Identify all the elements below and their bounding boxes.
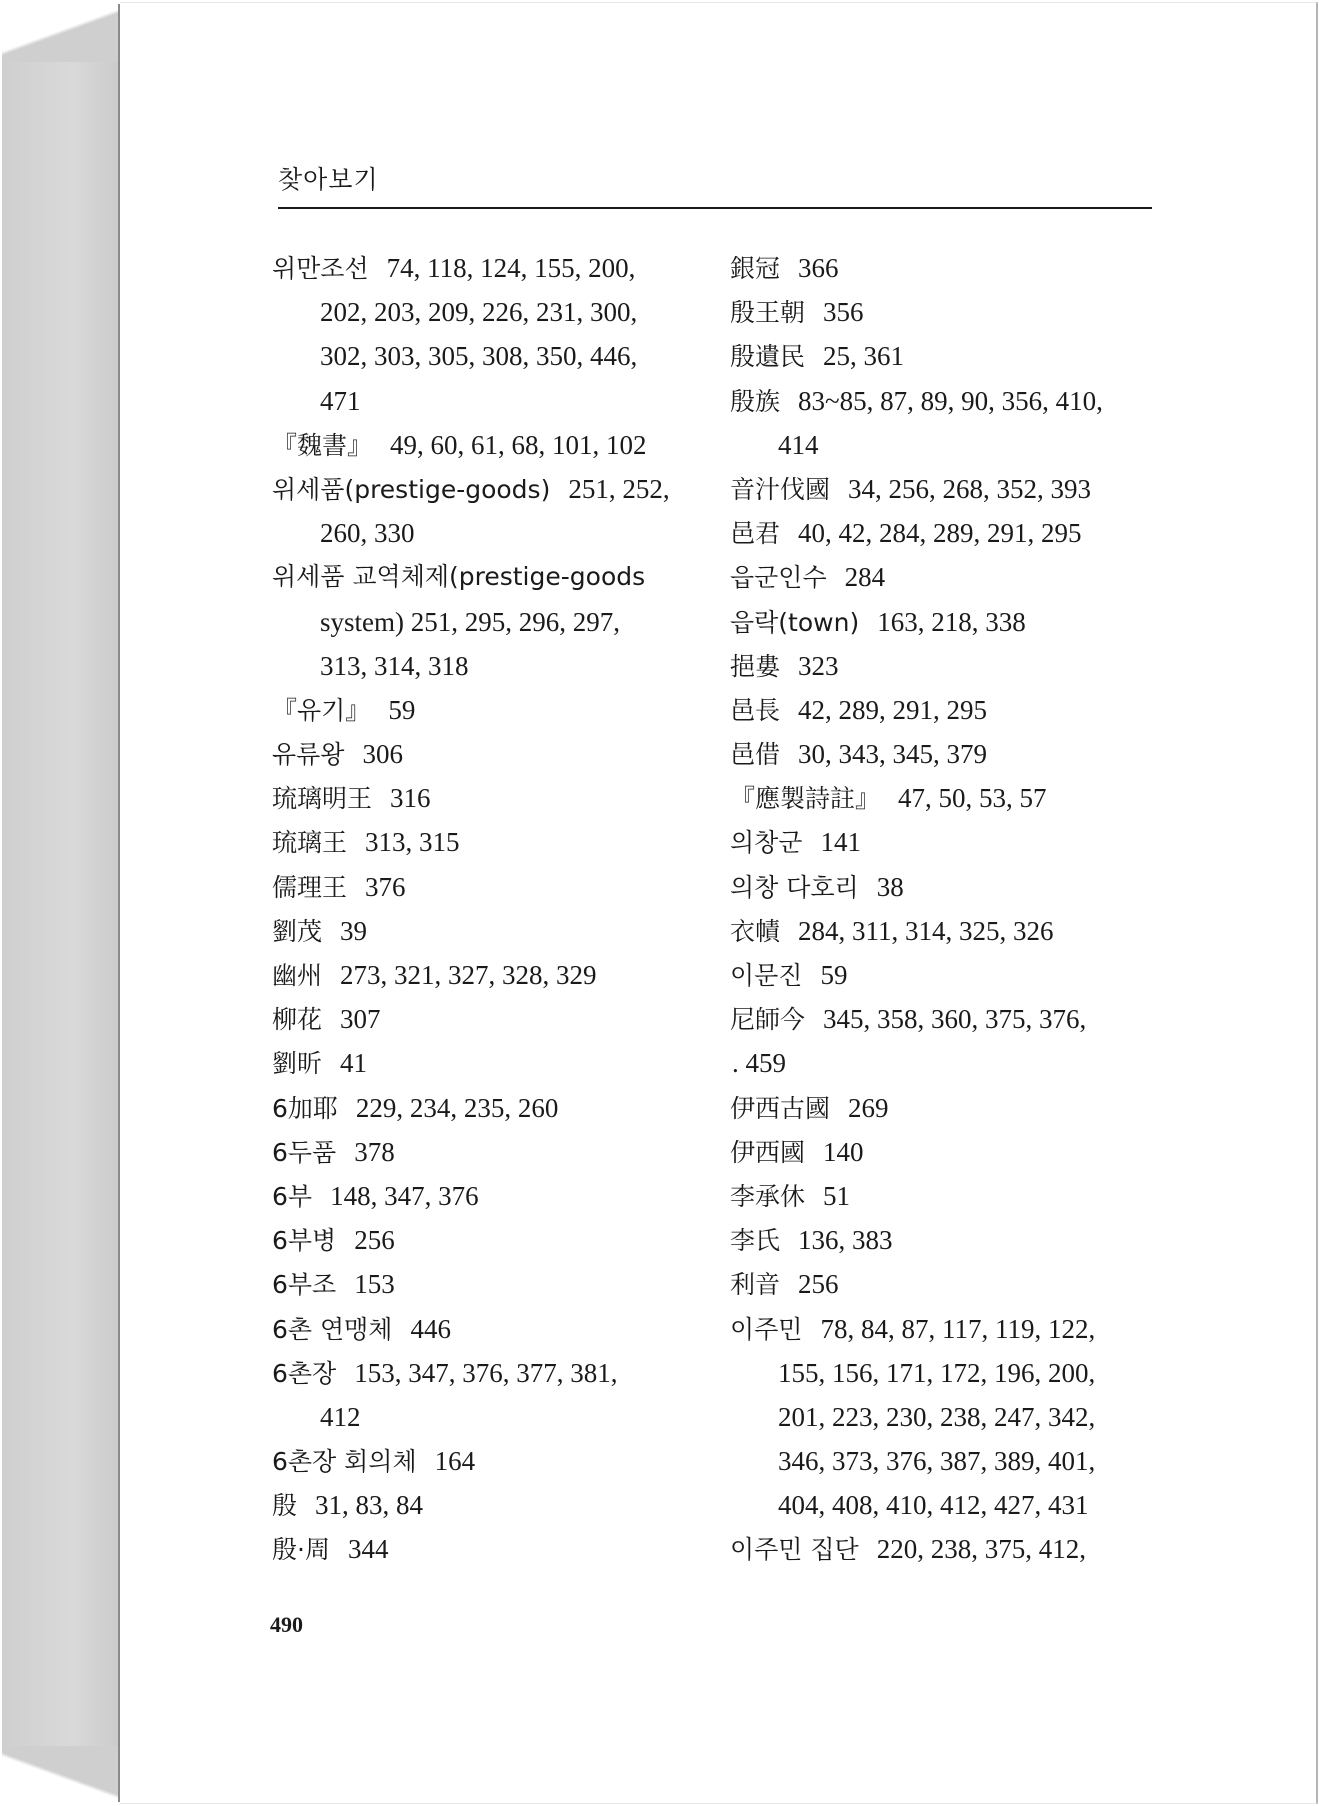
index-term: 音汁伐國 xyxy=(730,474,831,504)
index-page-refs: 83~85, 87, 89, 90, 356, 410, xyxy=(798,385,1103,416)
index-entry xyxy=(272,1307,722,1351)
index-entry xyxy=(730,1262,1180,1306)
index-term: 琉璃王 xyxy=(272,828,348,858)
index-entry xyxy=(272,1174,722,1218)
header-rule xyxy=(278,207,1152,209)
index-term: 6부조 xyxy=(272,1270,337,1300)
index-term: 6加耶 xyxy=(272,1093,338,1123)
index-entry xyxy=(272,1483,722,1527)
index-entry xyxy=(272,1041,722,1085)
index-term: 殷王朝 xyxy=(730,298,806,328)
index-page-refs: 34, 256, 268, 352, 393 xyxy=(848,473,1092,504)
index-page-refs: 51 xyxy=(823,1180,851,1211)
page-number: 490 xyxy=(270,1612,303,1637)
index-term: 이문진 xyxy=(730,961,803,990)
index-page-refs: 306 xyxy=(362,739,403,770)
index-entry xyxy=(272,909,722,953)
index-entry xyxy=(272,865,722,909)
index-page-refs: 141 xyxy=(820,827,861,858)
index-entry xyxy=(272,953,722,997)
index-page-refs: 155, 156, 171, 172, 196, 200, xyxy=(778,1357,1096,1388)
index-column-left xyxy=(272,246,722,1572)
index-entry xyxy=(272,820,722,864)
index-page-refs: 41 xyxy=(340,1048,368,1079)
index-term: 6촌장 회의체 xyxy=(272,1447,417,1477)
index-page-refs: 153, 347, 376, 377, 381, xyxy=(354,1357,618,1388)
index-entry xyxy=(272,997,722,1041)
index-entry xyxy=(730,997,1180,1041)
index-page-refs: 323 xyxy=(798,650,839,681)
index-entry xyxy=(272,423,722,467)
index-entry xyxy=(730,953,1180,997)
index-term: 劉昕 xyxy=(272,1049,323,1079)
index-entry-continuation xyxy=(272,290,722,334)
index-entry xyxy=(730,688,1180,732)
index-entry xyxy=(730,776,1180,820)
index-page-refs: 47, 50, 53, 57 xyxy=(898,783,1047,814)
index-term: 伊西古國 xyxy=(730,1093,831,1123)
index-entry xyxy=(730,732,1180,776)
index-page-refs: . 459 xyxy=(732,1048,786,1079)
index-term: 위세품 교역체제(prestige-goods xyxy=(272,562,646,592)
index-entry xyxy=(730,865,1180,909)
index-term: 劉茂 xyxy=(272,916,323,946)
index-entry xyxy=(730,334,1180,378)
index-page-refs: 220, 238, 375, 412, xyxy=(876,1534,1086,1565)
index-entry xyxy=(730,555,1180,599)
index-page-refs: 376 xyxy=(365,871,406,902)
index-entry xyxy=(730,1527,1180,1571)
index-entry-continuation xyxy=(730,1041,1180,1085)
index-page-refs: 313, 315 xyxy=(365,827,460,858)
index-term: 殷遺民 xyxy=(730,342,806,372)
index-page-refs: 31, 83, 84 xyxy=(315,1490,424,1521)
book-top-corner xyxy=(2,2,120,62)
index-page-refs: 284 xyxy=(844,562,886,593)
index-entry-continuation xyxy=(730,1439,1180,1483)
index-page-refs: 202, 203, 209, 226, 231, 300, xyxy=(320,297,638,328)
index-term: 幽州 xyxy=(272,961,323,990)
index-page-refs: 356 xyxy=(823,297,864,328)
index-entry xyxy=(730,820,1180,864)
index-entry xyxy=(730,1086,1180,1130)
index-entry xyxy=(272,1130,722,1174)
index-page-refs: 316 xyxy=(390,783,431,814)
index-entry xyxy=(272,1218,722,1262)
index-page-refs: 59 xyxy=(388,694,416,725)
index-term: 6촌장 xyxy=(272,1358,337,1388)
index-page-refs: system) 251, 295, 296, 297, xyxy=(320,606,620,637)
index-page-refs: 140 xyxy=(823,1136,864,1167)
index-term: 邑君 xyxy=(730,519,781,549)
index-page-refs: 346, 373, 376, 387, 389, 401, xyxy=(778,1446,1096,1477)
index-page-refs: 260, 330 xyxy=(320,518,415,549)
index-term: 衣幘 xyxy=(730,916,781,946)
index-page-refs: 40, 42, 284, 289, 291, 295 xyxy=(798,518,1082,549)
index-entry xyxy=(730,379,1180,423)
index-entry xyxy=(272,1439,722,1483)
index-page-refs: 345, 358, 360, 375, 376, xyxy=(823,1004,1087,1035)
index-page-refs: 269 xyxy=(848,1092,889,1123)
index-page-refs: 136, 383 xyxy=(798,1225,893,1256)
index-term: 尼師今 xyxy=(730,1005,806,1035)
index-term: 의창군 xyxy=(730,828,803,858)
index-term: 殷 xyxy=(272,1491,298,1521)
index-page-refs: 446 xyxy=(410,1313,451,1344)
index-term: 위만조선 xyxy=(272,254,369,283)
index-entry-continuation xyxy=(272,334,722,378)
index-entry xyxy=(272,1351,722,1395)
index-page-refs: 307 xyxy=(340,1004,381,1035)
book-bottom-corner xyxy=(2,1746,120,1806)
index-term: 이주민 xyxy=(730,1314,803,1344)
index-page-refs: 25, 361 xyxy=(823,341,905,372)
index-page-refs: 256 xyxy=(798,1269,839,1300)
index-page-refs: 313, 314, 318 xyxy=(320,650,469,681)
index-term: 유류왕 xyxy=(272,740,345,770)
index-page-refs: 344 xyxy=(347,1534,389,1565)
index-entry xyxy=(272,1262,722,1306)
index-term: 利音 xyxy=(730,1270,781,1300)
index-term: 殷族 xyxy=(730,386,781,416)
index-entry xyxy=(730,511,1180,555)
index-term: 6부병 xyxy=(272,1226,337,1256)
index-page-refs: 273, 321, 327, 328, 329 xyxy=(340,960,597,990)
index-term: 殷·周 xyxy=(272,1535,330,1565)
index-entry xyxy=(272,688,722,732)
index-page-refs: 163, 218, 338 xyxy=(877,606,1026,637)
index-entry xyxy=(730,1130,1180,1174)
index-entry xyxy=(272,1086,722,1130)
index-term: 邑借 xyxy=(730,740,781,770)
index-page-refs: 38 xyxy=(876,871,904,902)
index-entry xyxy=(272,467,722,511)
index-page-refs: 78, 84, 87, 117, 119, 122, xyxy=(820,1313,1096,1344)
index-entry-continuation xyxy=(730,1395,1180,1439)
index-page-refs: 251, 252, xyxy=(568,473,670,504)
index-term: 의창 다호리 xyxy=(730,872,859,902)
index-term: 『유기』 xyxy=(272,695,371,725)
index-entry xyxy=(730,644,1180,688)
index-entry xyxy=(272,555,722,599)
index-term: 읍락(town) xyxy=(730,607,860,637)
index-entry xyxy=(730,1307,1180,1351)
index-term: 읍군인수 xyxy=(730,563,827,593)
index-term: 6두품 xyxy=(272,1137,337,1167)
index-page-refs: 229, 234, 235, 260 xyxy=(355,1092,559,1123)
index-page-refs: 471 xyxy=(320,385,361,416)
index-page-refs: 404, 408, 410, 412, 427, 431 xyxy=(778,1490,1089,1521)
index-entry xyxy=(730,1218,1180,1262)
index-page-refs: 49, 60, 61, 68, 101, 102 xyxy=(390,429,647,460)
index-entry xyxy=(272,246,722,290)
index-page-refs: 366 xyxy=(798,253,839,283)
index-page-refs: 153 xyxy=(354,1269,395,1300)
index-entry-continuation xyxy=(272,600,722,644)
index-page-refs: 284, 311, 314, 325, 326 xyxy=(798,915,1054,946)
book-page-edges xyxy=(2,4,120,1802)
index-page-refs: 414 xyxy=(778,429,819,460)
index-term: 琉璃明王 xyxy=(272,784,373,814)
index-entry xyxy=(730,909,1180,953)
index-page-refs: 42, 289, 291, 295 xyxy=(798,694,988,725)
index-entry xyxy=(272,776,722,820)
index-term: 李氏 xyxy=(730,1226,781,1256)
index-entry-continuation xyxy=(272,511,722,555)
index-page-refs: 30, 343, 345, 379 xyxy=(798,739,988,770)
index-entry xyxy=(730,467,1180,511)
index-term: 『應製詩註』 xyxy=(730,784,881,814)
page-header-title: 찾아보기 xyxy=(278,165,379,194)
index-term: 挹婁 xyxy=(730,651,781,681)
index-term: 柳花 xyxy=(272,1005,323,1035)
index-entry xyxy=(730,600,1180,644)
index-page-refs: 59 xyxy=(820,960,848,990)
index-entry-continuation xyxy=(272,1395,722,1439)
index-page-refs: 164 xyxy=(434,1446,476,1477)
index-page-refs: 148, 347, 376 xyxy=(330,1180,479,1211)
index-entry-continuation xyxy=(272,379,722,423)
index-page-refs: 39 xyxy=(340,915,368,946)
index-page-refs: 201, 223, 230, 238, 247, 342, xyxy=(778,1401,1096,1432)
index-entry-continuation xyxy=(730,1351,1180,1395)
index-term: 이주민 집단 xyxy=(730,1535,859,1565)
index-entry xyxy=(730,290,1180,334)
index-entry xyxy=(730,246,1180,290)
index-term: 6부 xyxy=(272,1181,313,1211)
index-term: 銀冠 xyxy=(730,254,781,283)
index-entry-continuation xyxy=(730,423,1180,467)
index-entry-continuation xyxy=(730,1483,1180,1527)
index-page-refs: 302, 303, 305, 308, 350, 446, xyxy=(320,341,638,372)
index-page-refs: 74, 118, 124, 155, 200, xyxy=(386,253,636,283)
index-term: 邑長 xyxy=(730,695,781,725)
index-term: 李承休 xyxy=(730,1181,806,1211)
index-page-refs: 412 xyxy=(320,1401,361,1432)
index-page-refs: 256 xyxy=(354,1225,395,1256)
index-term: 伊西國 xyxy=(730,1137,806,1167)
index-entry xyxy=(272,1527,722,1571)
index-term: 6촌 연맹체 xyxy=(272,1314,393,1344)
index-term: 儒理王 xyxy=(272,872,348,902)
index-term: 『魏書』 xyxy=(272,430,373,460)
index-column-right xyxy=(730,246,1180,1572)
index-entry xyxy=(730,1174,1180,1218)
index-entry-continuation xyxy=(272,644,722,688)
index-entry xyxy=(272,732,722,776)
index-page-refs: 378 xyxy=(354,1136,395,1167)
index-term: 위세품(prestige-goods) xyxy=(272,474,551,504)
